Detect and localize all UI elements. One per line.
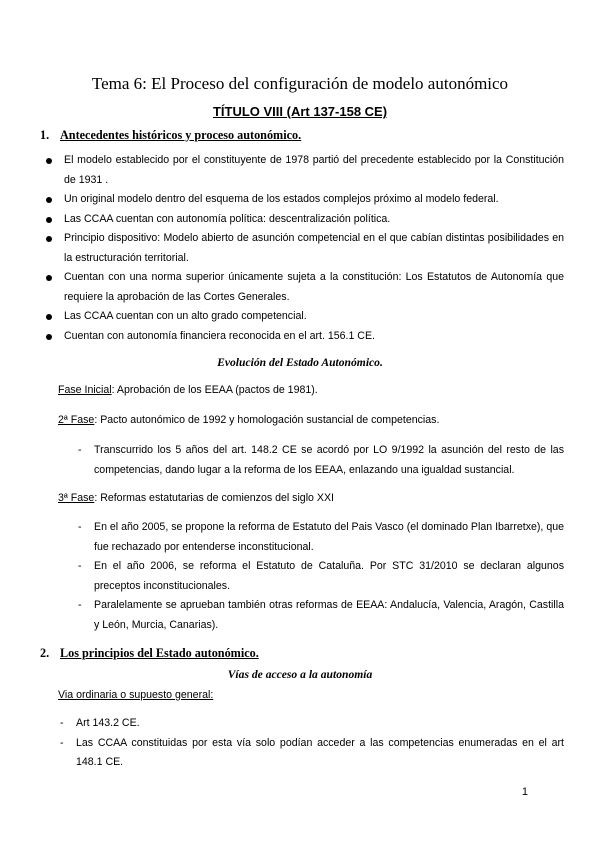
document-subtitle: TÍTULO VIII (Art 137-158 CE)	[212, 104, 388, 119]
list-item: - Art 143.2 CE.	[58, 714, 564, 734]
phase-3-label: 3ª Fase	[58, 492, 95, 504]
list-item: - Las CCAA constituidas por esta vía solo podían acceder a las competencias enumeradas en el art 148.1 CE.	[58, 734, 564, 773]
phase-3-text: : Reformas estatutarias de comienzos del siglo XXI	[94, 492, 334, 504]
section-2-number: 2.	[40, 646, 50, 660]
section-1-bullet-list	[40, 151, 564, 346]
section-1-title: Antecedentes históricos y proceso autonómico.	[60, 128, 302, 142]
list-item: Las CCAA cuentan con autonomía política: descentralización política.	[40, 210, 564, 230]
section-2-list	[58, 714, 564, 773]
list-item: - En el año 2005, se propone la reforma de Estatuto del Pais Vasco (el dominado Plan Ibarretxe), que fue rechazado por entenderse inconstitucional.	[76, 518, 564, 557]
list-item: Principio dispositivo: Modelo abierto de asunción competencial en el que cabían distintas posibilidades en la estructuración territorial.	[40, 229, 564, 268]
section-2-heading	[40, 646, 259, 661]
document-title: Tema 6: El Proceso del configuración de modelo autonómico	[91, 74, 509, 93]
list-item: Cuentan con una norma superior únicamente sujeta a la constitución: Los Estatutos de Autonomía que requiere la aprobación de las Cortes Generales.	[40, 268, 564, 307]
list-item: - Paralelamente se aprueban también otras reformas de EEAA: Andalucía, Valencia, Aragón, Castilla y León, Murcia, Canarias).	[76, 596, 564, 635]
list-item: Las CCAA cuentan con un alto grado competencial.	[40, 307, 564, 327]
phase-3-list	[76, 518, 564, 635]
section-1-heading	[40, 128, 301, 143]
phase-2-label: 2ª Fase	[58, 414, 95, 426]
evolution-heading: Evolución del Estado Autonómico.	[217, 356, 383, 369]
list-item: Cuentan con autonomía financiera reconocida en el art. 156.1 CE.	[40, 327, 564, 347]
access-ways-heading: Vías de acceso a la autonomía	[227, 668, 373, 681]
page-number: 1	[521, 786, 528, 798]
list-item: - Transcurrido los 5 años del art. 148.2 CE se acordó por LO 9/1992 la asunción del resto de las competencias, dando lugar a la reforma de los EEAA, enlazando una igualdad sustancial.	[76, 441, 564, 480]
phase-1-label: Fase Inicial	[58, 384, 112, 396]
phase-1-text: : Aprobación de los EEAA (pactos de 1981).	[111, 384, 318, 396]
section-1-number: 1.	[40, 128, 50, 142]
phase-2-list	[76, 441, 564, 480]
section-2-title: Los principios del Estado autonómico.	[60, 646, 259, 660]
phase-2-paragraph	[58, 411, 439, 431]
list-item: El modelo establecido por el constituyente de 1978 partió del precedente establecido por la Constitución de 1931 .	[40, 151, 564, 190]
via-ordinaria-label: Via ordinaria o supuesto general:	[58, 689, 214, 701]
phase-1-paragraph	[58, 381, 318, 401]
phase-2-text: : Pacto autonómico de 1992 y homologación sustancial de competencias.	[94, 414, 440, 426]
phase-3-paragraph	[58, 489, 334, 509]
list-item: Un original modelo dentro del esquema de los estados complejos próximo al modelo federal.	[40, 190, 564, 210]
list-item: - En el año 2006, se reforma el Estatuto de Cataluña. Por STC 31/2010 se declaran algunos preceptos inconstitucionales.	[76, 557, 564, 596]
